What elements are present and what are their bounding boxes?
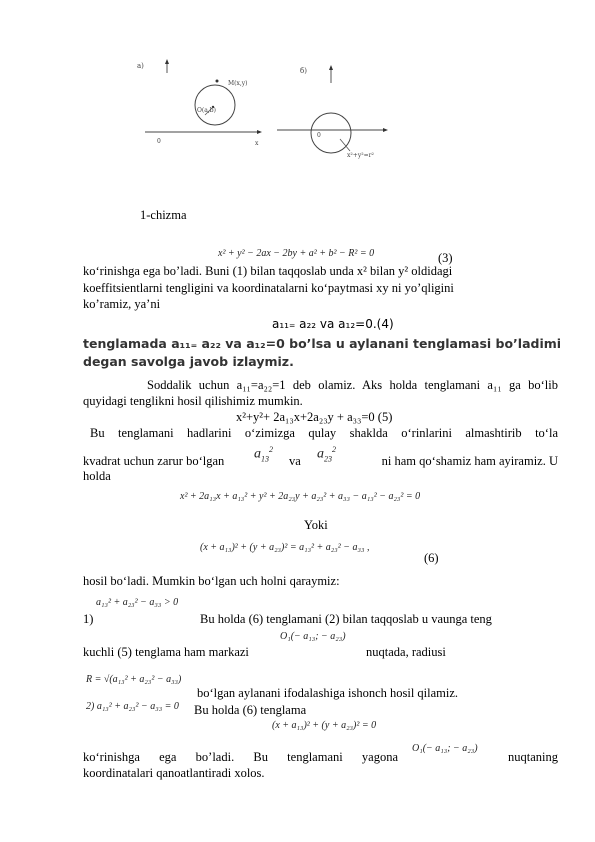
svg-text:O(a,b): O(a,b): [197, 107, 216, 114]
bold-question-line-1: tenglamada a₁₁₌ a₂₂ va a₁₂=0 bo’lsa u aylanani tenglamasi bo’ladimi: [83, 336, 562, 351]
equation-6: (x + a₁₃)² + (y + a₂₃)² = a₁₃² + a₂₃² − a₃₃ ,: [200, 542, 370, 553]
paragraph-2-line-2: quyidagi tenglikni hosil qilishimiz mumkin.: [83, 394, 303, 408]
paragraph-5-line-2: koordinatalari qanoatlantiradi xolos.: [83, 766, 265, 780]
paragraph-3-line-3: holda: [83, 469, 111, 483]
bold-question-line-2: degan savolga javob izlaymiz.: [83, 354, 294, 369]
paragraph-1-line-2: koeffitsientlarni tengligini va koordinatalarni ko‘paytmasi xy ni yo’qligini: [83, 281, 454, 295]
paragraph-4-line-1: hosil bo‘ladi. Mumkin bo‘lgan uch holni qaraymiz:: [83, 574, 340, 588]
case-2-text: Bu holda (6) tenglama: [194, 703, 307, 717]
svg-text:б): б): [300, 67, 307, 75]
svg-text:x²+y²=r²: x²+y²=r²: [347, 152, 374, 159]
yoki-label: Yoki: [304, 518, 328, 532]
equation-5: x²+y²+ 2a₁₃x+2a₂₃y + a₃₃=0 (5): [236, 410, 393, 424]
left-circle: [195, 85, 235, 125]
equation-4: a₁₁₌ a₂₂ va a₁₂=0.(4): [272, 317, 394, 331]
equation-3: x² + y² − 2ax − 2by + a² + b² − R² = 0: [218, 248, 375, 259]
paragraph-5-line-1a: ko‘rinishga ega bo’ladi. Bu tenglamani yagona: [83, 750, 398, 764]
paragraph-1-line-3: ko’ramiz, ya’ni: [83, 297, 161, 311]
paragraph-3-line-2b: va: [289, 454, 301, 468]
radius-formula: R = √(a₁₃² + a₂₃² − a₃₃): [86, 674, 182, 685]
paragraph-3-line-2a: kvadrat uchun zarur bo‘lgan: [83, 454, 225, 468]
completed-square-equation: x² + 2a₁₃x + a₁₃² + y² + 2a₂₃y + a₂₃² + a₃₃ − a₁₃² − a₂₃² = 0: [180, 491, 421, 502]
figure-drawing: [135, 55, 395, 185]
condition-1-formula: a₁₃² + a₂₃² − a₃₃ > 0: [96, 597, 179, 608]
point-formula: O₁(− a₁₃; − a₂₃): [412, 743, 478, 754]
paragraph-2-line-1: Soddalik uchun a₁₁=a₂₂=1 deb olamiz. Aks holda tenglamani a₁₁ ga bo‘lib: [147, 378, 558, 392]
paragraph-3-line-2c: ni ham qo‘shamiz ham ayiramiz. U: [381, 454, 558, 468]
case-1-number: 1): [83, 612, 94, 626]
svg-text:0: 0: [317, 132, 321, 139]
a23-squared: $a_{23}^2$: [317, 445, 336, 464]
paragraph-1-line-1: ko‘rinishga ega bo’ladi. Buni (1) bilan taqqoslab unda x² bilan y² oldidagi: [83, 264, 453, 278]
condition-2-formula: 2) a₁₃² + a₂₃² − a₃₃ = 0: [86, 701, 179, 712]
circle-diagram: [135, 55, 395, 185]
svg-text:x: x: [255, 140, 259, 147]
paragraph-3-line-1: Bu tenglamani hadlarini o‘zimizga qulay shaklda o‘rinlarini almashtirib to‘la: [90, 426, 558, 440]
case-1-line-2b: nuqtada, radiusi: [366, 645, 446, 659]
svg-text:0: 0: [157, 138, 161, 145]
equation-3-label: (3): [438, 251, 453, 265]
figure-caption: 1-chizma: [140, 208, 187, 222]
center-formula: O₁(− a₁₃; − a₂₃): [280, 631, 346, 642]
svg-text:M(x,y): M(x,y): [228, 80, 248, 87]
case-1-line-3: bo‘lgan aylanani ifodalashiga ishonch hosil qilamiz.: [197, 686, 459, 700]
equation-6-label: (6): [424, 551, 439, 565]
point-equation: (x + a₁₃)² + (y + a₂₃)² = 0: [272, 720, 377, 731]
paragraph-5-line-1b: nuqtaning: [508, 750, 558, 764]
case-1-line-2a: kuchli (5) tenglama ham markazi: [83, 645, 249, 659]
case-1-text: Bu holda (6) tenglamani (2) bilan taqqoslab u vaunga teng: [200, 612, 492, 626]
svg-text:a): a): [137, 62, 144, 70]
a13-squared: $a_{13}^2$: [254, 445, 273, 464]
